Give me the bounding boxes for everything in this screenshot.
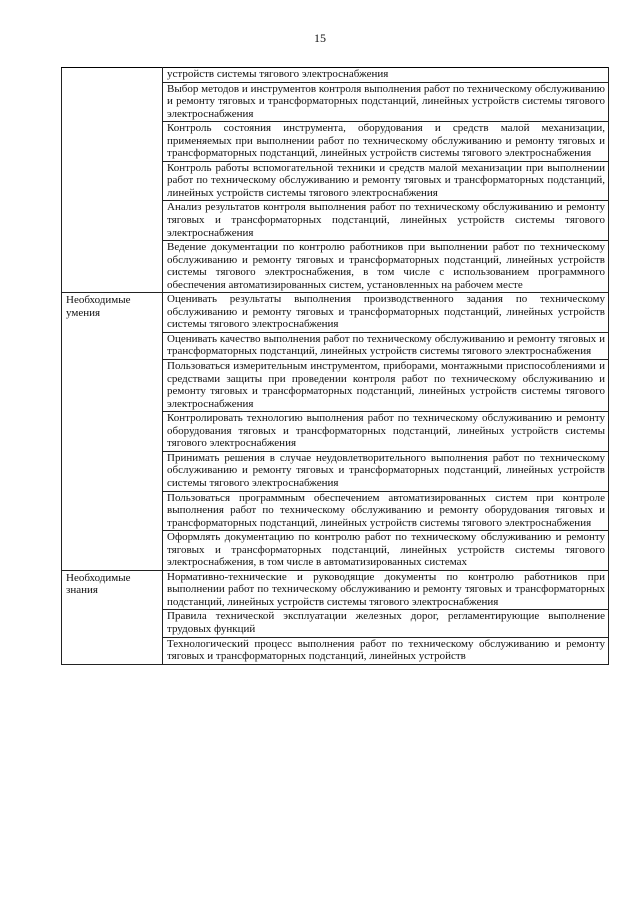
table-cell: Анализ результатов контроля выполнения работ по техническому обслуживанию и ремонту тяговых и трансформаторных подстанций, линейных устройств системы тягового электроснабжения [163,201,609,241]
table-row [62,570,609,610]
section-label-knowledge: Необходимые знания [62,570,163,664]
section-label-labor-actions [62,68,163,293]
table-row [62,293,609,333]
table-cell: Контроль работы вспомогательной техники и средств малой механизации при выполнении работ по техническому обслуживанию и ремонту тяговых и трансформаторных подстанций, линейных устройств системы тягового электроснабжения [163,161,609,201]
table-cell: Выбор методов и инструментов контроля выполнения работ по техническому обслуживанию и ремонту тяговых и трансформаторных подстанций, линейных устройств системы тягового электроснабжения [163,82,609,122]
table-cell: Контроль состояния инструмента, оборудования и средств малой механизации, применяемых при выполнении работ по техническому обслуживанию и ремонту тяговых и трансформаторных подстанций, линейных устройств системы тягового электроснабжения [163,122,609,162]
table-cell: Принимать решения в случае неудовлетворительного выполнения работ по техническому обслуживанию и ремонту тяговых и трансформаторных подстанций, линейных устройств системы тягового электроснабжения [163,451,609,491]
table-cell: Правила технической эксплуатации железных дорог, регламентирующие выполнение трудовых функций [163,610,609,637]
table-row [62,68,609,83]
table-cell: устройств системы тягового электроснабжения [163,68,609,83]
table-cell: Оформлять документацию по контролю работ по техническому обслуживанию и ремонту тяговых и трансформаторных подстанций, линейных устройств системы тягового электроснабжения, в том числе в автоматизированных системах [163,531,609,571]
competency-table [61,67,609,665]
section-label-skills: Необходимые умения [62,293,163,570]
table-cell: Контролировать технологию выполнения работ по техническому обслуживанию и ремонту оборудования тяговых и трансформаторных подстанций, линейных устройств системы тягового электроснабжения [163,412,609,452]
table-cell: Оценивать результаты выполнения производственного задания по техническому обслуживанию и ремонту тяговых и трансформаторных подстанций, линейных устройств системы тягового электроснабжения [163,293,609,333]
table-cell: Пользоваться программным обеспечением автоматизированных систем при контроле выполнения работ по техническому обслуживанию и ремонту оборудования тяговых и трансформаторных подстанций, линейных устройств системы тягового электроснабжения [163,491,609,531]
table-cell: Пользоваться измерительным инструментом, приборами, монтажными приспособлениями и средствами защиты при проведении контроля работ по техническому обслуживанию и ремонту тяговых и трансформаторных подстанций, линейных устройств системы тягового электроснабжения [163,360,609,412]
page-number: 15 [314,31,326,45]
table-cell: Технологический процесс выполнения работ по техническому обслуживанию и ремонту тяговых и трансформаторных подстанций, линейных устройств [163,637,609,664]
table-cell: Ведение документации по контролю работников при выполнении работ по техническому обслуживанию и ремонту тяговых и трансформаторных подстанций, линейных устройств системы тягового электроснабжения, в том числе с использованием программного обеспечения автоматизированных систем, установленных на рабочем месте [163,241,609,293]
table-cell: Оценивать качество выполнения работ по техническому обслуживанию и ремонту тяговых и трансформаторных подстанций, линейных устройств системы тягового электроснабжения [163,332,609,359]
table-cell: Нормативно-технические и руководящие документы по контролю работников при выполнении работ по техническому обслуживанию и ремонту тяговых и трансформаторных подстанций, линейных устройств системы тягового электроснабжения [163,570,609,610]
